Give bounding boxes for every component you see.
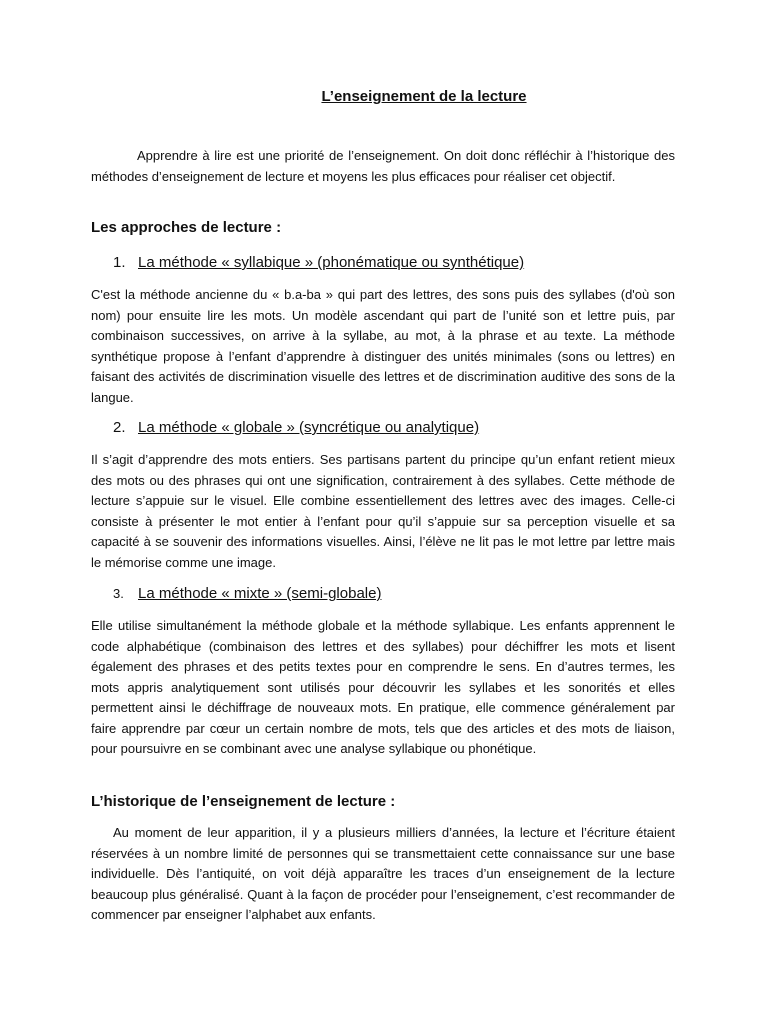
method-paragraph-syllabique: C'est la méthode ancienne du « b.a-ba » qui part des lettres, des sons puis des syllabes (d'où son nom) pour ensuite lire les mots. Un modèle ascendant qui part de l’unité son et lettre puis, par combinaison successives, on arrive à la syllabe, au mot, à la phrase et au texte. La méthode synthétique propose à l’enfant d’apprendre à distinguer des unités minimales (sons ou lettres) en faisant des activités de discrimination visuelle des lettres et de discrimination auditive des sons de la langue. [91,287,675,405]
method-title: La méthode « globale » (syncrétique ou analytique) [138,419,480,436]
method-paragraph-globale: Il s’agit d’apprendre des mots entiers. Ses partisans partent du principe qu’un enfant retient mieux des mots ou des phrases qui ont une signification, contrairement à des syllabes. Cette méthode de lecture s’appuie sur le visuel. Elle combine essentiellement des lettres avec des images. Celle-ci consiste à présenter le mot entier à l’enfant pour qu’il s’appuie sur sa perception visuelle et sa capacité à se souvenir des informations visuelles. Ainsi, l’élève ne lit pas le mot lettre par lettre mais le mémorise comme une image. [91,452,675,570]
method-number: 2. [113,419,126,436]
method-paragraph-mixte: Elle utilise simultanément la méthode globale et la méthode syllabique. Les enfants apprennent le code alphabétique (combinaison des lettres et des syllabes) pour déchiffrer les mots et lisent également des phrases et des petits textes pour en comprendre le sens. En d’autres termes, les mots appris analytiquement sont utilisés pour découvrir les syllabes et les sonorités et elles permettent ainsi le déchiffrage de nouveaux mots. En pratique, elle commence généralement par faire apprendre par cœur un certain nombre de mots, tels que des articles et des mots de liaison, pour poursuivre en se combinant avec une analyse syllabique ou phonétique. [91,618,675,756]
page-title [0,86,768,108]
method-title: La méthode « syllabique » (phonématique ou synthétique) [138,254,525,271]
intro-paragraph: Apprendre à lire est une priorité de l’enseignement. On doit donc réfléchir à l’historique des méthodes d’enseignement de lecture et moyens les plus efficaces pour réaliser cet objectif. [91,148,675,184]
section-heading-historique: L’historique de l’enseignement de lecture : [91,793,396,810]
section-heading-approches: Les approches de lecture : [91,219,282,236]
historique-paragraph: Au moment de leur apparition, il y a plusieurs milliers d’années, la lecture et l’écriture étaient réservées à un nombre limité de personnes qui se transmettaient cette connaissance sur une base individuelle. Dès l’antiquité, on voit déjà apparaître les traces d’un enseignement de la lecture beaucoup plus généralisé. Quant à la façon de procéder pour l’enseignement, c’est recommander de commencer par enseigner l’alphabet aux enfants. [91,825,675,922]
method-number: 1. [113,254,126,271]
method-number: 3. [113,586,124,601]
page-title-text: L’enseignement de la lecture [321,88,527,105]
method-heading-syllabique [113,252,524,274]
method-heading-mixte [113,583,381,605]
method-heading-globale [113,417,479,439]
method-title: La méthode « mixte » (semi-globale) [138,585,382,602]
